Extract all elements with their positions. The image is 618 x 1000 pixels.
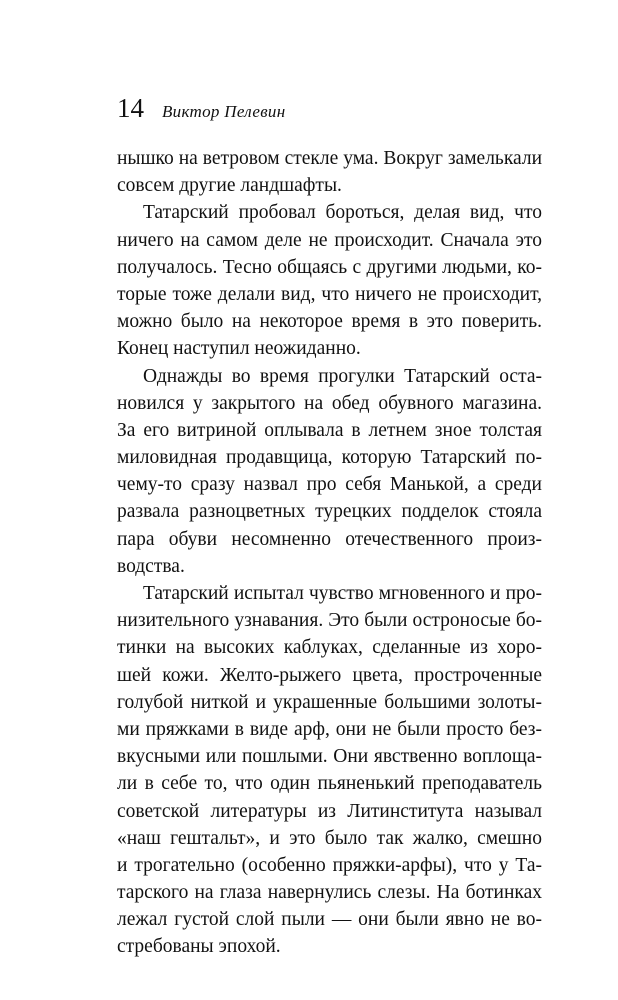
- text-line: ли в себе то, что один пьяненький преподаватель: [117, 773, 542, 795]
- text-line: голубой ниткой и украшенные большими золоты-: [117, 691, 542, 713]
- text-line: ничего на самом деле не происходит. Сначала это: [117, 229, 542, 251]
- text-line: Татарский пробовал бороться, делая вид, что: [143, 202, 542, 224]
- text-line: «наш гештальт», и это было так жалко, смешно: [117, 827, 542, 849]
- text-line: Однажды во время прогулки Татарский оста-: [143, 365, 542, 387]
- text-line: чему-то сразу назвал про себя Манькой, а среди: [117, 474, 542, 496]
- text-line: советской литературы из Литинститута называл: [117, 800, 542, 822]
- text-line: миловидная продавщица, которую Татарский по-: [117, 447, 542, 469]
- text-line: совсем другие ландшафты.: [117, 175, 342, 197]
- text-line: стребованы эпохой.: [117, 936, 281, 958]
- text-line: ми пряжками в виде арф, они не были просто без-: [117, 718, 542, 740]
- running-head-author: Виктор Пелевин: [162, 102, 286, 121]
- page-number: 14: [117, 93, 144, 123]
- text-line: водства.: [117, 555, 185, 577]
- paragraph: [117, 145, 542, 199]
- text-line: лежал густой слой пыли — они были явно не во-: [117, 909, 542, 931]
- text-body: [117, 145, 542, 961]
- text-line: развала разноцветных турецких подделок стояла: [117, 501, 542, 523]
- text-line: можно было на некоторое время в это поверить.: [117, 311, 542, 333]
- text-line: низительного узнавания. Это были остроносые бо-: [117, 610, 542, 632]
- text-line: вкусными или пошлыми. Они явственно воплоща-: [117, 746, 542, 768]
- paragraph: [117, 199, 542, 362]
- text-line: нышко на ветровом стекле ума. Вокруг замелькали: [117, 148, 542, 169]
- text-line: новился у закрытого на обед обувного магазина.: [117, 392, 542, 414]
- text-line: тарского на глаза навернулись слезы. На ботинках: [117, 882, 542, 904]
- text-line: тинки на высоких каблуках, сделанные из хоро-: [117, 637, 542, 659]
- text-line: получалось. Тесно общаясь с другими людьми, ко-: [117, 256, 542, 278]
- text-line: Конец наступил неожиданно.: [117, 338, 361, 360]
- text-line: торые тоже делали вид, что ничего не происходит,: [117, 283, 542, 305]
- text-line: Татарский испытал чувство мгновенного и про-: [143, 583, 542, 604]
- page-header: [117, 92, 285, 124]
- paragraph: [117, 580, 542, 961]
- text-line: и трогательно (особенно пряжки-арфы), что у Та-: [117, 854, 542, 876]
- text-line: пара обуви несомненно отечественного произ-: [117, 528, 542, 550]
- text-line: За его витриной оплывала в летнем зное толстая: [117, 419, 542, 441]
- text-line: шей кожи. Желто-рыжего цвета, простроченные: [117, 664, 542, 686]
- paragraph: [117, 363, 542, 581]
